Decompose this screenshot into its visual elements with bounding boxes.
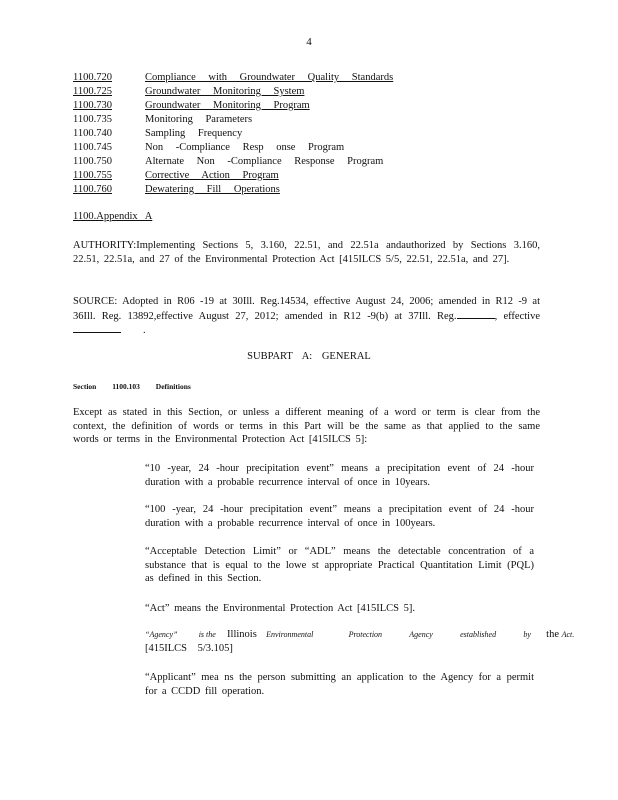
defined-term: “Agency” [145,630,178,639]
definition: “Act” means the Environmental Protection Act [415ILCS 5]. [145,603,416,614]
definition-text: by [523,630,531,639]
definition-line [145,628,575,642]
statute-citation: [415ILCS 5/3.105] [145,642,233,654]
appendix-reference: 1100.Appendix A [73,211,153,222]
definition-text: Environmental [266,630,314,639]
definition-text: Act. [561,630,575,639]
definition: “100 -year, 24 -hour precipitation event” means a precipitation event of 24 -hour duration with a probable recurrence interval of once in 100years. [145,504,534,529]
section-number: 1100.760 [73,184,112,195]
definition: “Acceptable Detection Limit” or “ADL” means the detectable concentration of a substance that is equal to the lowe st appropriate Practical Quantitation Limit (PQL) as defined in this Section. [145,546,534,584]
definition: “10 -year, 24 -hour precipitation event” means a precipitation event of 24 -hour duration with a probable recurrence interval of once in 10years. [145,463,534,488]
section-title: Alternate Non -Compliance Response Program [145,156,384,167]
section-title: Sampling Frequency [145,128,243,139]
subpart-heading: SUBPART A: GENERAL [247,351,371,362]
section-title: Dewatering Fill Operations [145,184,280,195]
section-title: Non -Compliance Resp onse Program [145,142,345,153]
section-number: 1100.755 [73,170,112,181]
section-title: Corrective Action Program [145,170,279,181]
source-text: , effective [494,310,540,322]
definition-text: Agency [409,630,433,639]
definition [145,628,575,655]
source-text: SOURCE: Adopted in R06 -19 at 30Ill. Reg.14534, effective August 24, 2006; amended in R12 -9 at 36Ill. Reg. 13892,effective August 27, 2012; amended in R12 -9(b) at 37Ill. Reg. [73,296,540,322]
definition-text: established [460,630,497,639]
section-number: 1100.740 [73,128,112,139]
intro-paragraph: Except as stated in this Section, or unless a different meaning of a word or term is clear from the context, the definition of words or terms in this Part will be the same as that applied to the same words or terms in the Environmental Protection Act [415ILCS 5]: [73,407,540,445]
source-note [73,295,540,338]
section-title: Groundwater Monitoring Program [145,100,310,111]
blank-line [73,323,121,333]
section-title: Compliance with Groundwater Quality Standards [145,72,394,83]
section-number: 1100.745 [73,142,112,153]
blank-line [457,309,495,319]
section-number: 1100.730 [73,100,112,111]
definition-text: is the [198,630,216,639]
section-number: 1100.750 [73,156,112,167]
section-number: 1100.735 [73,114,112,125]
section-title: Monitoring Parameters [145,114,253,125]
section-number: 1100.720 [73,72,112,83]
source-text: . [143,325,146,336]
definition-text: Illinois [227,629,257,640]
definition-text: the [546,629,559,640]
section-heading: Section 1100.103 Definitions [73,382,191,391]
section-number: 1100.725 [73,86,112,97]
page-number: 4 [306,36,312,48]
definition: “Applicant” mea ns the person submitting an application to the Agency for a permit for a CCDD fill operation. [145,672,534,697]
section-title: Groundwater Monitoring System [145,86,305,97]
authority-note: AUTHORITY:Implementing Sections 5, 3.160, 22.51, and 22.51a andauthorized by Sections 3.160, 22.51, 22.51a, and 27 of the Environmental Protection Act [415ILCS 5/5, 22.51, 22.51a, and 27]. [73,240,540,265]
definition-text: Protection [348,630,383,639]
